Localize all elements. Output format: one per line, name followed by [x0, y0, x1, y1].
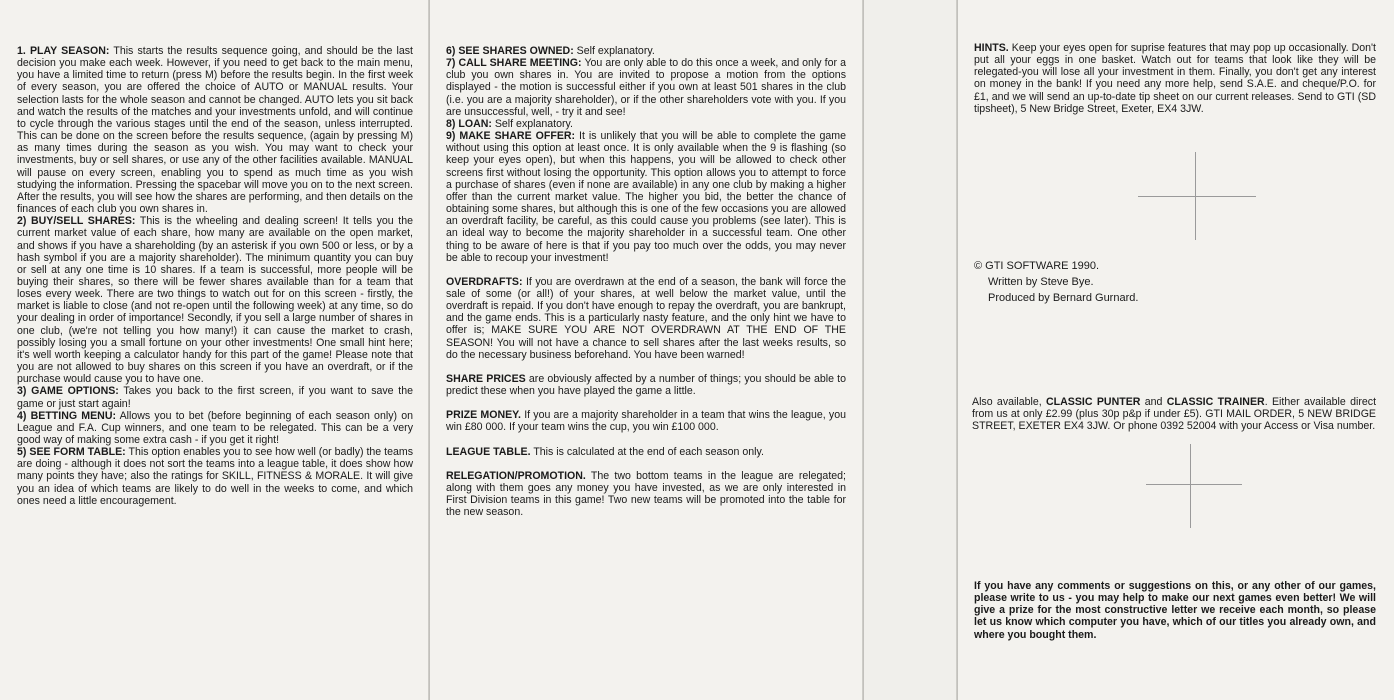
- middle-column-text: [446, 45, 846, 518]
- crop-mark: [1146, 484, 1242, 485]
- section-overdrafts: OVERDRAFTS: If you are overdrawn at the end of a season, the bank will force the sale of some (or all!) of your shares, at well below the market value, until the overdraft is repaid. If you don't have enough to repay the overdraft, you are bankrupt, and the game ends. This is a particularly nasty feature, and the only hint we have to offer is; MAKE SURE YOU ARE NOT OVERDRAWN AT THE END OF THE SEASON! You will not have a chance to sell shares after the last weeks results, so do the necessary business beforehand. You have been warned!: [446, 275, 846, 361]
- crop-mark: [1190, 444, 1191, 528]
- hints-text: HINTS. Keep your eyes open for suprise features that may pop up occasionally. Don't put all your eggs in one basket. Watch out for teams that look like they will be relegated-you will lose all your investment in them. Finally, you don't get any interest on money in the bank! If you need any more help, send S.A.E. and cheque/P.O. for £1, and we will send an up-to-date tip sheet on our current releases. Send to GTI (SD tipsheet), 5 New Bridge Street, Exeter, EX4 3JW.: [974, 42, 1376, 115]
- section-share-prices: SHARE PRICES are obviously affected by a number of things; you should be able to predict these when you have played the game a little.: [446, 372, 847, 398]
- panel-spine-blank: [864, 0, 956, 700]
- panel-instructions-left: [0, 0, 428, 700]
- copyright-line: © GTI SOFTWARE 1990.: [974, 260, 1100, 272]
- credits-block: [974, 258, 1274, 306]
- comments-text: If you have any comments or suggestions on this, or any other of our games, please write to us - you may help to make our next games even better! We will give a prize for the most constructive letter we receive each month, so please let us know which computer you have, which of our titles you already own, and where you bought them.: [974, 580, 1376, 641]
- produced-by: Produced by Bernard Gurnard.: [988, 292, 1139, 304]
- section-make-share-offer: 9) MAKE SHARE OFFER: It is unlikely that you will be able to complete the game without using this option at least once. It is only available when the 9 is flashing (so keep your eyes open), but when this happens, you will be allowed to check other screens first without losing the opportunity. This option allows you to attempt to force a purchase of shares (even if none are available) in any one club by making a higher offer than the current market value. The higher you bid, the better the chance of obtaining some shares, but although this is one of the few occasions you are allowed an overdraft facility, be careful, as this could cause you problems (see later). This is an ideal way to become the majority shareholder in a successful team. One other thing to be aware of here is that if you pay too much over the odds, you may never be able to recoup your investment!: [446, 130, 846, 264]
- section-prize-money: PRIZE MONEY. If you are a majority shareholder in a team that wins the league, you win £80 000. If your team wins the cup, you win £100 000.: [446, 409, 846, 434]
- section-see-form-table: 5) SEE FORM TABLE: This option enables you to see how well (or badly) the teams are doing - although it does not sort the teams into a league table, it does show how many points they have; also the ratings for SKILL, FITNESS & MORALE. It will give you an idea of which teams are likely to do well in the weeks to come, and which ones need a little encouragement.: [17, 446, 414, 507]
- crop-mark: [1138, 196, 1256, 197]
- section-buy-sell-shares: 2) BUY/SELL SHARES: This is the wheeling and dealing screen! It tells you the current market value of each share, how many are available on the open market, and shows if you have a shareholding (by an asterisk if you own 500 or less, or by a hash symbol if you are a majority shareholder). The minimum quantity you can buy or sell at any one time is 10 shares. If a team is successful, more people will be buying their shares, so there will be fewer shares available than for a team that loses every week. There are two things to watch out for on this screen - firstly, the market is liable to close (and not re-open until the following week) at any time, so do your dealing in order of importance! Secondly, if you sell a large number of shares in one club, (we're not telling you how many!) it can cause the market to crash, possibly losing you a small fortune on your other investments! One small hint here; it's well worth keeping a calculator handy for this part of the game! Please note that you are not allowed to buy shares on this screen if you have an overdraft, or if the purchase would cause you to have one.: [17, 215, 413, 386]
- section-play-season: 1. PLAY SEASON: This starts the results sequence going, and should be the last decision you make each week. However, if you need to get back to the main menu, you have a limited time to return (press M) before the results begin. In the first week of every season, you are offered the choice of AUTO or MANUAL results. Your selection lasts for the whole season and cannot be changed. AUTO lets you sit back and watch the results of the matches and your investments unfold, and will continue to cycle through the various stages until the end of the season, unless interrupted. This can be done on the screen before the results sequence, (again by pressing M) as many times during the season as you wish. You may want to check your investments, buy or sell shares, or use any of the other facilities available. MANUAL will pause on every screen, enabling you to spend as much time as you wish studying the information. Pressing the spacebar will move you on to the next screen. After the results, you will see how the shares are performing, and then details on the finances of each club you own shares in.: [17, 45, 413, 216]
- section-game-options: 3) GAME OPTIONS: Takes you back to the first screen, if you want to save the game or just start again!: [17, 385, 414, 410]
- section-see-shares-owned: 6) SEE SHARES OWNED: Self explanatory.: [446, 45, 655, 57]
- section-betting-menu: 4) BETTING MENU: Allows you to bet (before beginning of each season only) on League and F.A. Cup winners, and one team to be relegated. This can be a very good way of making some extra cash - if you get it right!: [17, 409, 413, 446]
- section-league-table: LEAGUE TABLE. This is calculated at the end of each season only.: [446, 445, 764, 458]
- also-available-text: Also available, CLASSIC PUNTER and CLASSIC TRAINER. Either available direct from us at only £2.99 (plus 30p p&p if under £5). GTI MAIL ORDER, 5 NEW BRIDGE STREET, EXETER EX4 3JW. Or phone 0392 52004 with your Access or Visa number.: [972, 396, 1377, 433]
- section-call-share-meeting: 7) CALL SHARE MEETING: You are only able to do this once a week, and only for a club you own shares in. You are invited to propose a motion from the options displayed - the motion is successful either if you own at least 501 shares in the club (i.e. you are a majority shareholder), or if the other shareholders vote with you. If you are unsuccessful, well, - try it and see!: [446, 57, 846, 118]
- left-column-text: [17, 45, 413, 507]
- written-by: Written by Steve Bye.: [988, 276, 1094, 288]
- panel-instructions-middle: [430, 0, 862, 700]
- panel-info-right: [958, 0, 1394, 700]
- section-relegation-promotion: RELEGATION/PROMOTION. The two bottom teams in the league are relegated; along with them goes any money you have invested, as we are only interested in First Division teams in this game! Two new teams will be promoted into the table for the new season.: [446, 469, 846, 519]
- section-loan: 8) LOAN: Self explanatory.: [446, 117, 573, 130]
